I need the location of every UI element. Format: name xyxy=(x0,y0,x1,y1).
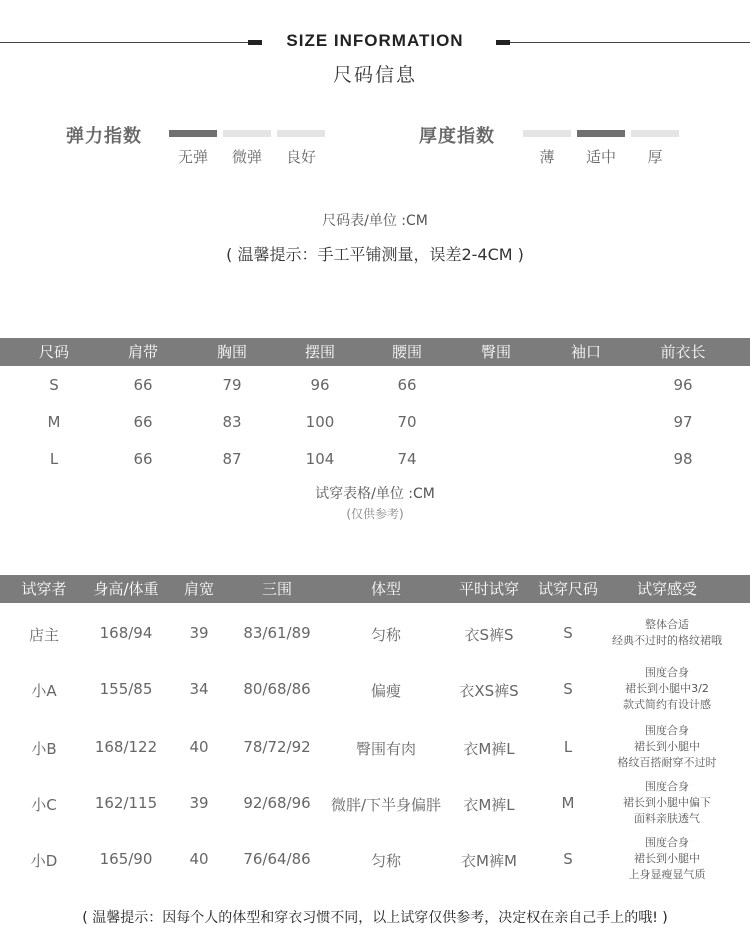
trial-feel-line: 围度合身 xyxy=(645,836,689,849)
trial-cell-size: L xyxy=(563,738,573,756)
size-table-cell: 79 xyxy=(222,376,242,394)
thickness-option-1: 薄 xyxy=(539,148,555,166)
trial-cell-size: S xyxy=(563,680,573,698)
size-table-cell: 96 xyxy=(310,376,330,394)
thickness-title: 厚度指数 xyxy=(419,126,495,147)
size-header-cell: 胸围 xyxy=(216,343,247,361)
measurement-tip: ( 温馨提示：手工平铺测量，误差2-4CM ) xyxy=(226,245,524,264)
trial-cell-person: 小D xyxy=(30,852,58,870)
size-table-cell: 83 xyxy=(222,413,242,431)
size-table-cell: M xyxy=(47,413,61,431)
elasticity-option-2: 微弹 xyxy=(231,148,262,166)
trial-header-cell: 试穿者 xyxy=(21,580,67,598)
trial-cell-person: 小C xyxy=(31,796,57,814)
thickness-option-2: 适中 xyxy=(585,148,616,166)
trial-header-cell: 试穿感受 xyxy=(636,580,697,598)
size-header-cell: 袖口 xyxy=(570,343,601,361)
size-header-cell: 摆围 xyxy=(304,343,335,361)
page-title-cn: 尺码信息 xyxy=(332,64,417,86)
size-table-cell: 100 xyxy=(305,413,335,431)
trial-feel-line: 上身显瘦显气质 xyxy=(628,868,706,881)
trial-cell-shoulder: 40 xyxy=(189,850,209,868)
size-header-cell: 臀围 xyxy=(480,343,511,361)
trial-cell-body: 微胖/下半身偏胖 xyxy=(330,796,442,814)
trial-cell-person: 小B xyxy=(31,740,57,758)
trial-cell-shoulder: 39 xyxy=(189,794,209,812)
trial-cell-three: 83/61/89 xyxy=(243,624,311,642)
trial-chart-note: (仅供参考) xyxy=(346,507,404,521)
trial-feel-line: 款式简约有设计感 xyxy=(623,698,711,711)
elasticity-option-1: 无弹 xyxy=(177,148,208,166)
trial-cell-usual: 衣M裤L xyxy=(463,796,515,814)
size-table-cell: L xyxy=(49,450,59,468)
trial-cell-hw: 168/94 xyxy=(99,624,153,642)
elasticity-title: 弹力指数 xyxy=(66,126,142,147)
trial-feel-line: 格纹百搭耐穿不过时 xyxy=(617,756,717,769)
size-table-cell: 87 xyxy=(222,450,242,468)
trial-cell-shoulder: 34 xyxy=(189,680,209,698)
elasticity-bar-1 xyxy=(169,130,217,137)
trial-cell-size: M xyxy=(561,794,575,812)
trial-feel-line: 整体合适 xyxy=(645,618,689,631)
thickness-bar-1 xyxy=(523,130,571,137)
trial-table-header xyxy=(0,575,750,603)
trial-cell-hw: 162/115 xyxy=(94,794,158,812)
trial-cell-body: 偏瘦 xyxy=(370,682,401,700)
trial-cell-three: 76/64/86 xyxy=(243,850,311,868)
trial-cell-three: 78/72/92 xyxy=(243,738,311,756)
size-table-cell: 66 xyxy=(133,413,153,431)
trial-cell-hw: 168/122 xyxy=(94,738,158,756)
size-table-cell: 97 xyxy=(673,413,693,431)
size-table-cell: 96 xyxy=(673,376,693,394)
trial-cell-usual: 衣M裤M xyxy=(461,852,517,870)
trial-cell-usual: 衣M裤L xyxy=(463,740,515,758)
size-header-cell: 前衣长 xyxy=(660,343,706,361)
trial-cell-shoulder: 39 xyxy=(189,624,209,642)
page-title-en: SIZE INFORMATION xyxy=(286,31,464,50)
trial-feel-line: 围度合身 xyxy=(645,666,689,679)
trial-cell-person: 店主 xyxy=(28,626,59,644)
size-table-cell: 66 xyxy=(133,376,153,394)
trial-feel-line: 裙长到小腿中3/2 xyxy=(625,682,709,695)
trial-chart-unit-label: 试穿表格/单位 :CM xyxy=(315,486,435,502)
trial-cell-size: S xyxy=(563,624,573,642)
trial-feel-line: 裙长到小腿中 xyxy=(634,740,700,753)
trial-header-cell: 三围 xyxy=(261,580,292,598)
size-table-cell: 66 xyxy=(397,376,417,394)
elasticity-bar-2 xyxy=(223,130,271,137)
size-chart-unit-label: 尺码表/单位 :CM xyxy=(322,213,428,229)
size-table-cell: 70 xyxy=(397,413,417,431)
trial-cell-shoulder: 40 xyxy=(189,738,209,756)
trial-feel-line: 围度合身 xyxy=(645,780,689,793)
trial-tip: ( 温馨提示：因每个人的体型和穿衣习惯不同，以上试穿仅供参考，决定权在亲自己手上的哦! ) xyxy=(82,910,668,926)
trial-cell-usual: 衣S裤S xyxy=(464,626,514,644)
trial-cell-body: 匀称 xyxy=(370,626,401,644)
size-header-cell: 尺码 xyxy=(38,343,69,361)
trial-header-cell: 体型 xyxy=(370,580,401,598)
trial-header-cell: 身高/体重 xyxy=(93,580,159,598)
size-header-cell: 腰围 xyxy=(391,343,422,361)
trial-feel-line: 围度合身 xyxy=(645,724,689,737)
trial-cell-person: 小A xyxy=(31,682,57,700)
trial-feel-line: 裙长到小腿中偏下 xyxy=(623,796,711,809)
trial-header-cell: 肩宽 xyxy=(183,580,214,598)
size-table-cell: 98 xyxy=(673,450,693,468)
elasticity-bar-3 xyxy=(277,130,325,137)
trial-cell-three: 92/68/96 xyxy=(243,794,311,812)
size-table-cell: 104 xyxy=(305,450,335,468)
size-header-cell: 肩带 xyxy=(127,343,158,361)
elasticity-option-3: 良好 xyxy=(285,148,316,166)
trial-header-cell: 平时试穿 xyxy=(458,580,519,598)
trial-feel-line: 裙长到小腿中 xyxy=(634,852,700,865)
trial-header-cell: 试穿尺码 xyxy=(537,580,598,598)
thickness-bar-2 xyxy=(577,130,625,137)
size-table-header xyxy=(0,338,750,366)
trial-cell-body: 匀称 xyxy=(370,852,401,870)
header-line-right xyxy=(510,42,750,43)
trial-cell-three: 80/68/86 xyxy=(243,680,311,698)
trial-cell-hw: 155/85 xyxy=(99,680,153,698)
trial-feel-line: 面料亲肤透气 xyxy=(634,812,700,825)
trial-feel-line: 经典不过时的格纹裙哦 xyxy=(612,634,722,647)
size-table-cell: 74 xyxy=(397,450,417,468)
header-dash-right xyxy=(496,40,510,45)
trial-cell-hw: 165/90 xyxy=(99,850,153,868)
thickness-option-3: 厚 xyxy=(647,148,663,166)
size-table-cell: S xyxy=(49,376,59,394)
trial-cell-size: S xyxy=(563,850,573,868)
trial-cell-usual: 衣XS裤S xyxy=(459,682,519,700)
thickness-bar-3 xyxy=(631,130,679,137)
trial-cell-body: 臀围有肉 xyxy=(355,740,416,758)
size-table-cell: 66 xyxy=(133,450,153,468)
